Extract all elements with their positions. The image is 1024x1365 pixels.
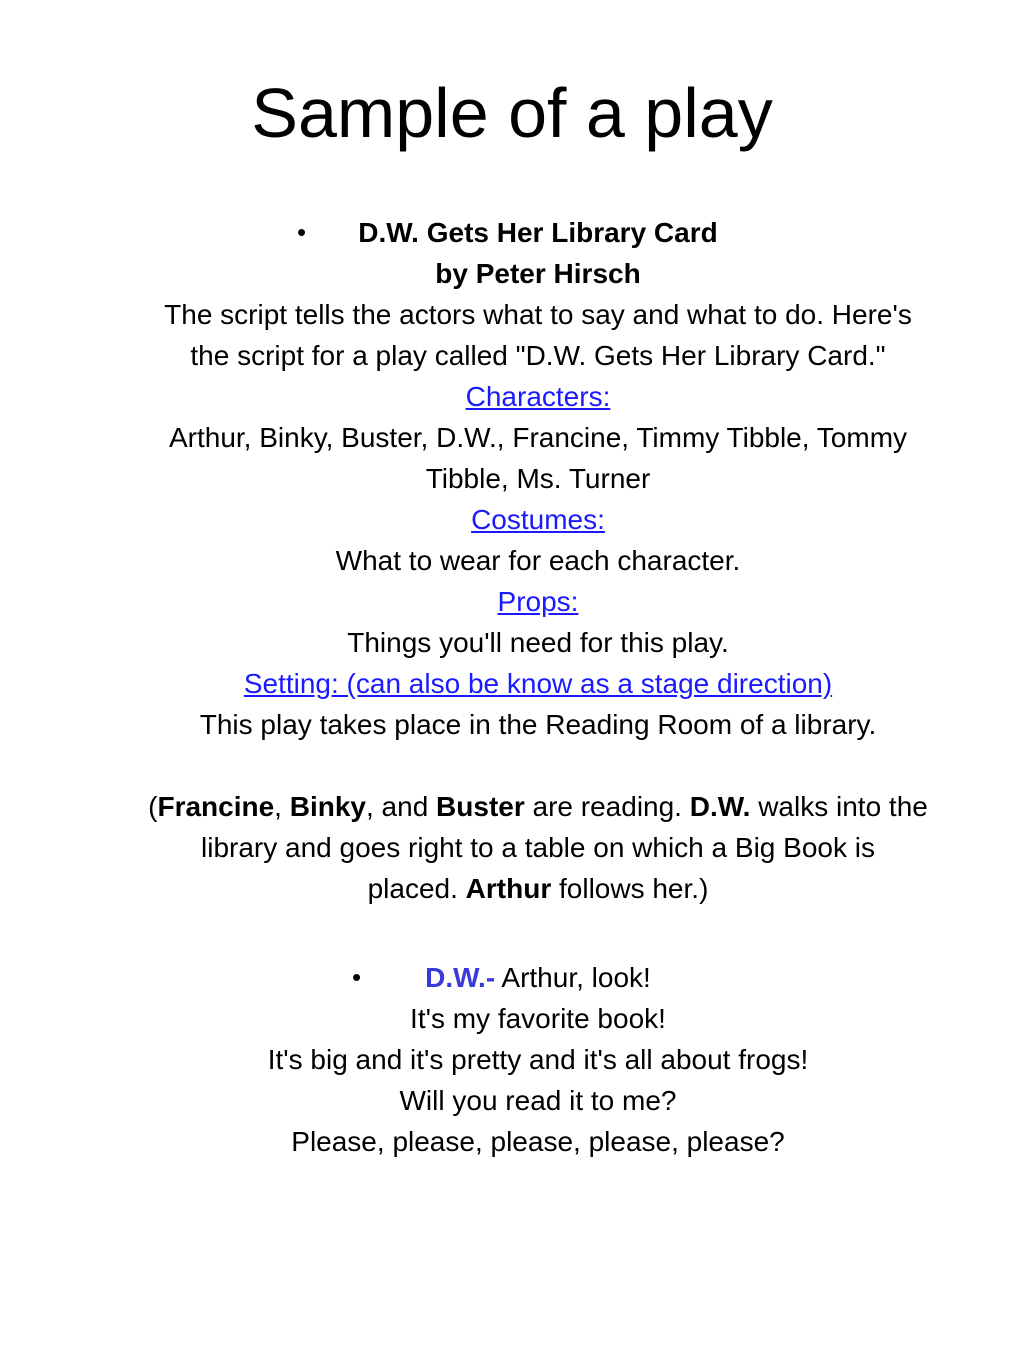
character-name: Buster xyxy=(436,791,525,822)
setting-link[interactable]: Setting: (can also be know as a stage direction) xyxy=(243,668,833,699)
character-name: Francine xyxy=(157,791,275,822)
dialogue-line-5: Please, please, please, please, please? xyxy=(291,1126,785,1157)
intro-text-line-1: The script tells the actors what to say and what to do. Here's xyxy=(164,299,912,330)
speaker-label: D.W.- xyxy=(425,962,496,993)
dialogue-line-3: It's big and it's pretty and it's all about frogs! xyxy=(267,1044,809,1075)
dialogue-line-1: D.W.- Arthur, look! xyxy=(425,962,651,993)
spacer xyxy=(100,745,976,786)
characters-list-line-1: Arthur, Binky, Buster, D.W., Francine, Timmy Tibble, Tommy xyxy=(168,422,908,453)
props-link[interactable]: Props: xyxy=(497,586,579,617)
dialogue-block xyxy=(100,957,976,1162)
dialogue-line-4: Will you read it to me? xyxy=(399,1085,677,1116)
play-description xyxy=(100,212,976,909)
stage-direction-line-3: placed. Arthur follows her.) xyxy=(367,873,709,904)
character-name: Arthur xyxy=(465,873,552,904)
character-name: Binky xyxy=(289,791,366,822)
dialogue-line-2: It's my favorite book! xyxy=(410,1003,666,1034)
stage-direction-line-2: library and goes right to a table on which a Big Book is xyxy=(201,832,875,863)
characters-list-line-2: Tibble, Ms. Turner xyxy=(425,463,651,494)
intro-text-line-2: the script for a play called "D.W. Gets Her Library Card." xyxy=(190,340,886,371)
costumes-text: What to wear for each character. xyxy=(335,545,741,576)
bullet-icon: • xyxy=(297,217,307,247)
page-title: Sample of a play xyxy=(251,74,773,152)
character-name: D.W. xyxy=(689,791,751,822)
setting-text: This play takes place in the Reading Room of a library. xyxy=(199,709,877,740)
characters-link[interactable]: Characters: xyxy=(465,381,611,412)
bullet-icon: • xyxy=(352,962,362,992)
play-author: by Peter Hirsch xyxy=(435,258,641,289)
props-text: Things you'll need for this play. xyxy=(347,627,729,658)
stage-direction-line-1: (Francine, Binky, and Buster are reading. D.W. walks into the xyxy=(148,791,928,822)
play-title: D.W. Gets Her Library Card xyxy=(358,217,718,248)
costumes-link[interactable]: Costumes: xyxy=(471,504,605,535)
